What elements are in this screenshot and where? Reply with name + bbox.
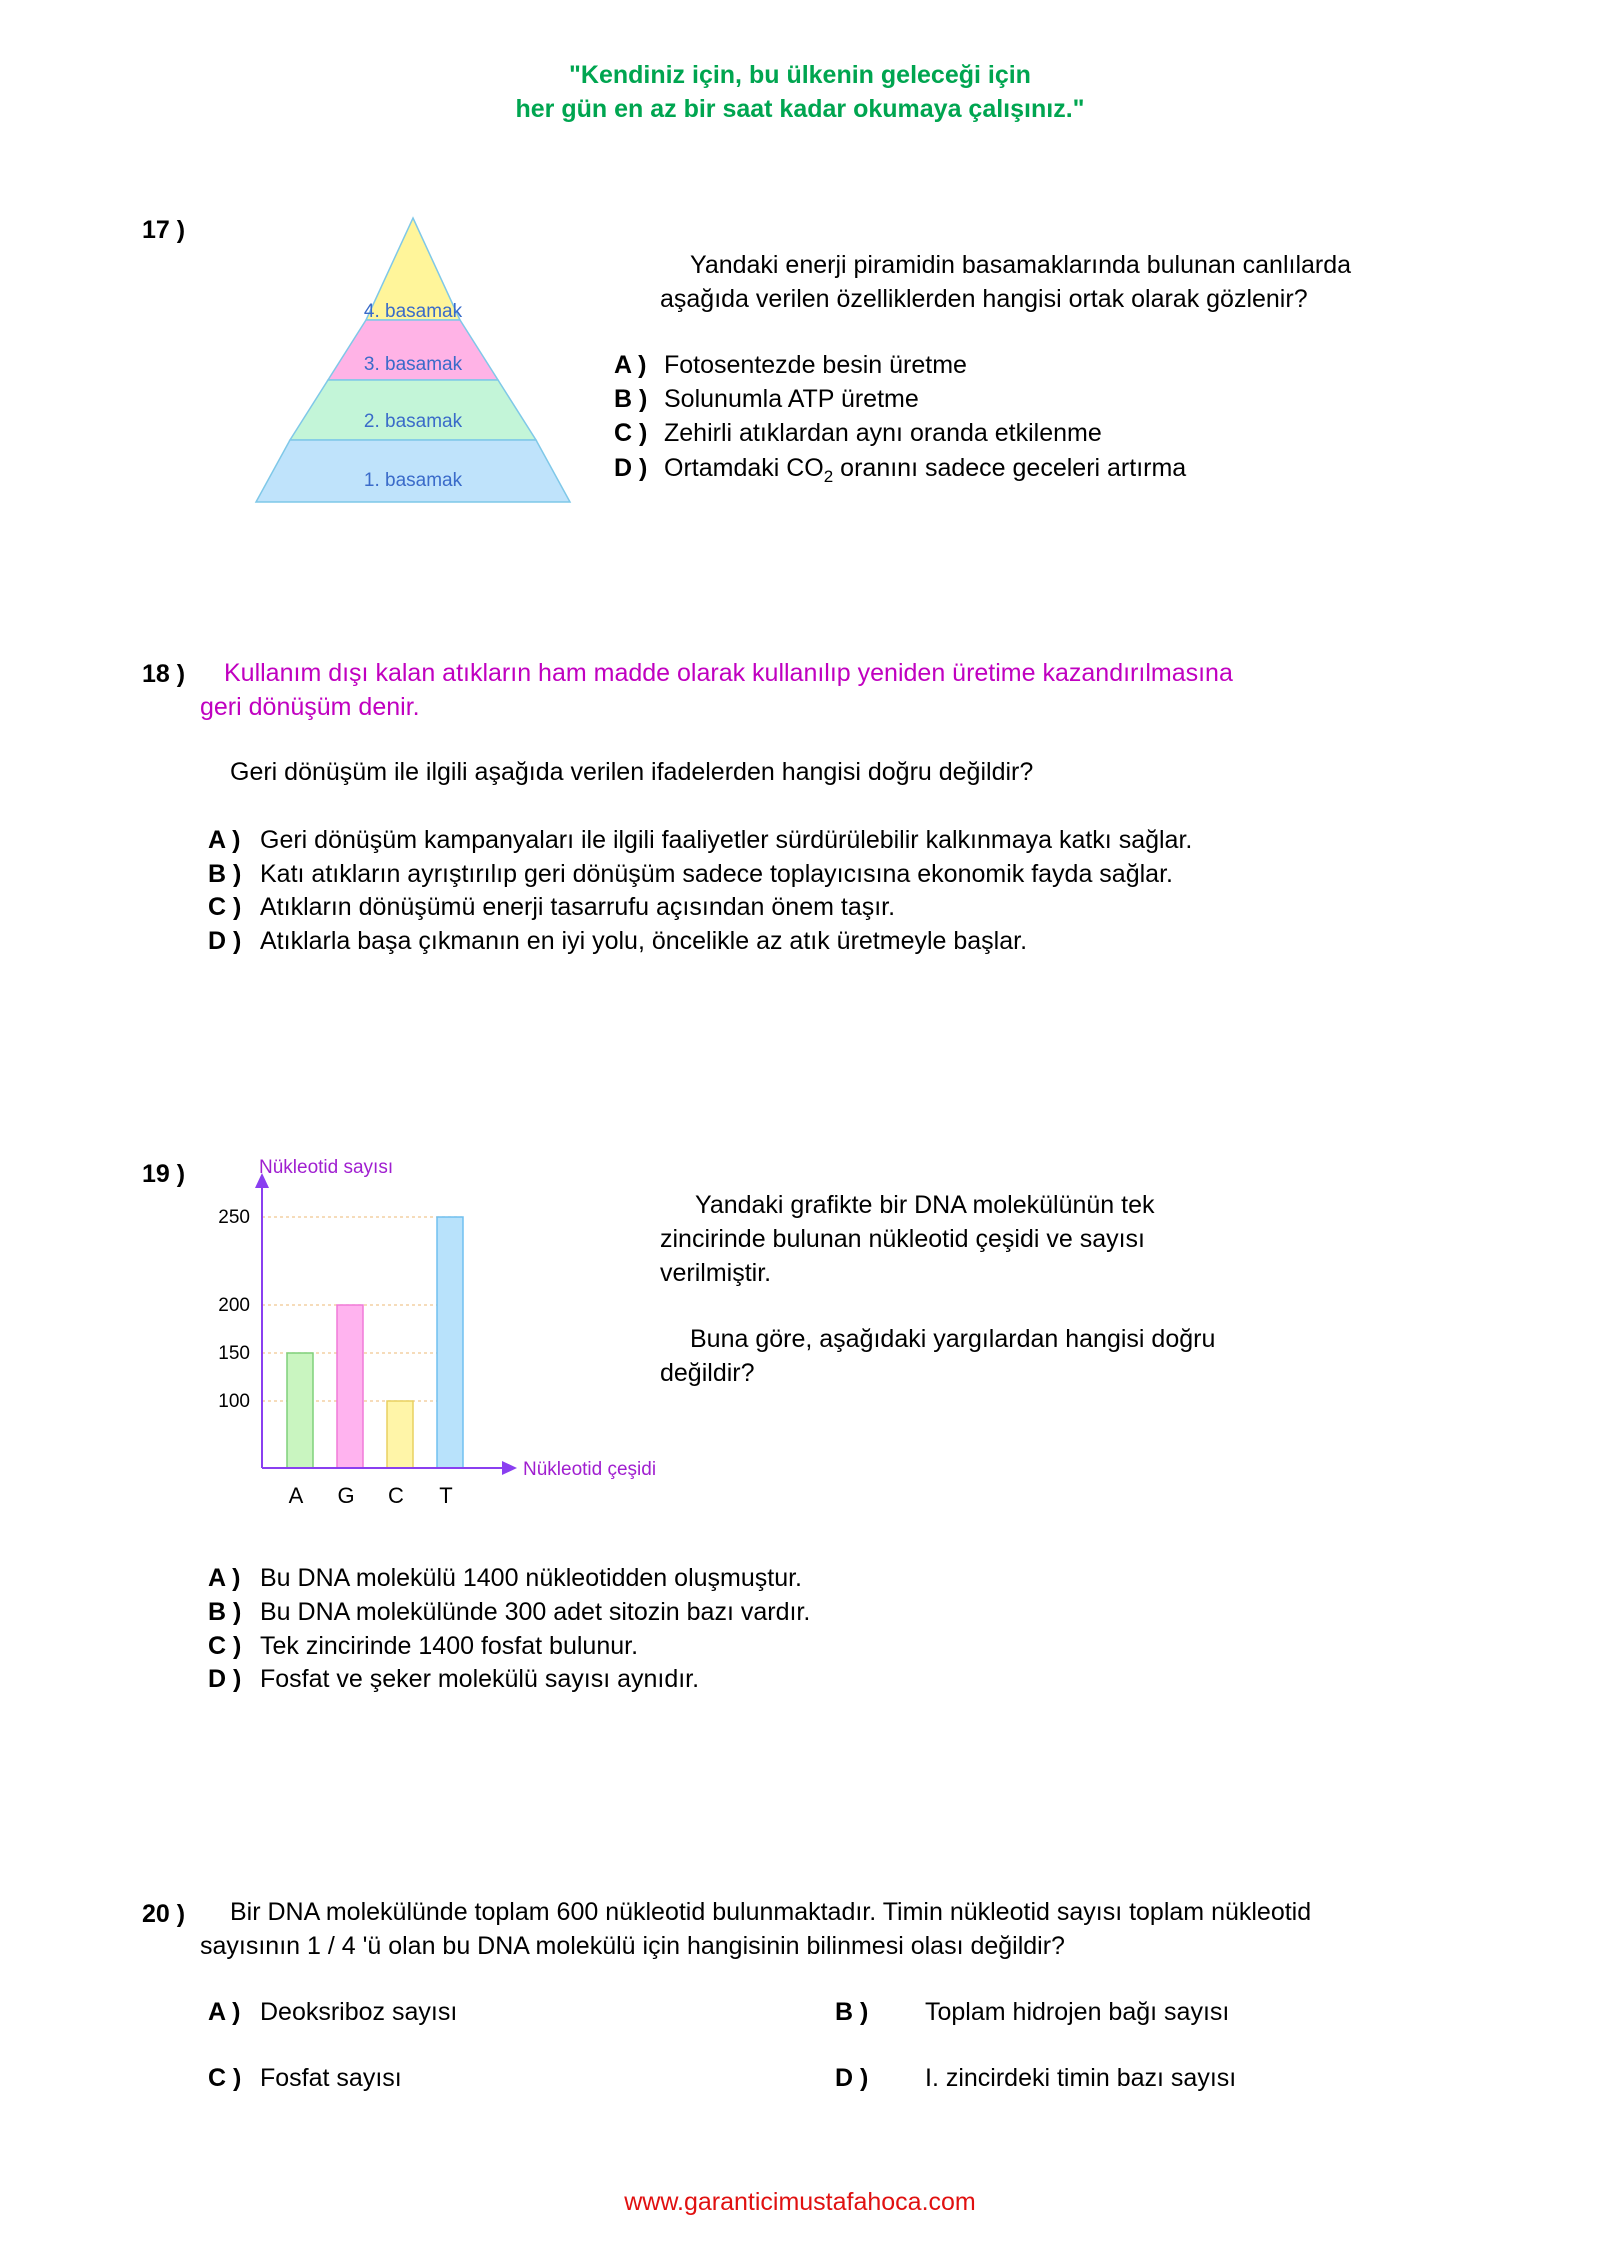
x-tick-label-C: C (388, 1483, 404, 1508)
option-letter: A ) (208, 826, 241, 854)
q19-stem-line-3: verilmiştir. (660, 1259, 772, 1287)
q18-intro-line-2: geri dönüşüm denir. (200, 693, 420, 721)
q18-option-c[interactable] (208, 890, 895, 924)
q19-option-c[interactable] (208, 1629, 638, 1663)
q17-stem-line-2: aşağıda verilen özelliklerden hangisi ortak olarak gözlenir? (660, 285, 1308, 313)
option-text: Bu DNA molekülünde 300 adet sitozin bazı vardır. (260, 1598, 811, 1626)
x-tick-label-T: T (439, 1483, 453, 1508)
option-text: Fosfat ve şeker molekülü sayısı aynıdır. (260, 1665, 700, 1693)
energy-pyramid (250, 210, 580, 510)
x-axis-arrow (502, 1461, 517, 1475)
q19-stem-line-2: zincirinde bulunan nükleotid çeşidi ve sayısı (660, 1225, 1145, 1253)
option-letter: C ) (208, 2064, 242, 2092)
q17-stem-line-1: Yandaki enerji piramidin basamaklarında bulunan canlılarda (690, 251, 1352, 279)
x-axis-label: Nükleotid çeşidi (523, 1459, 657, 1480)
pyramid-label-1: 1. basamak (363, 470, 463, 491)
q19-stem-line-4: Buna göre, aşağıdaki yargılardan hangisi doğru (690, 1325, 1216, 1353)
option-letter: B ) (208, 860, 242, 888)
q19-stem-line-1: Yandaki grafikte bir DNA molekülünün tek (695, 1191, 1155, 1219)
y-tick-label-100: 100 (218, 1391, 250, 1412)
x-tick-labels (289, 1483, 453, 1508)
pyramid-label-2: 2. basamak (363, 411, 463, 432)
option-text: Bu DNA molekülü 1400 nükleotidden oluşmuştur. (260, 1564, 802, 1592)
option-text: Atıklarla başa çıkmanın en iyi yolu, öncelikle az atık üretmeyle başlar. (260, 927, 1028, 955)
y-axis-label: Nükleotid sayısı (259, 1157, 394, 1178)
y-tick-labels (218, 1207, 250, 1412)
bar-C (387, 1401, 413, 1468)
pyramid-label-4: 4. basamak (363, 301, 463, 322)
option-text: Tek zincirinde 1400 fosfat bulunur. (260, 1632, 639, 1660)
option-letter: D ) (835, 2064, 869, 2092)
chart-bars (287, 1217, 463, 1468)
option-letter: A ) (614, 351, 647, 379)
option-letter: B ) (835, 1998, 869, 2026)
q17-option-b[interactable] (614, 382, 919, 416)
option-text: I. zincirdeki timin bazı sayısı (925, 2064, 1237, 2092)
nucleotide-bar-chart (200, 1155, 700, 1525)
option-text: Zehirli atıklardan aynı oranda etkilenme (664, 419, 1102, 447)
x-tick-label-A: A (288, 1483, 304, 1508)
option-letter: A ) (208, 1998, 241, 2026)
option-text: Solunumla ATP üretme (664, 385, 919, 413)
y-tick-label-200: 200 (218, 1295, 250, 1316)
q19-option-a[interactable] (208, 1561, 802, 1595)
option-text: Toplam hidrojen bağı sayısı (925, 1998, 1230, 2026)
option-text-post: oranını sadece geceleri artırma (833, 454, 1187, 482)
q18-option-d[interactable] (208, 924, 1027, 958)
motto-line-2: her gün en az bir saat kadar okumaya çalışınız." (515, 95, 1085, 123)
y-tick-label-150: 150 (218, 1343, 250, 1364)
q19-option-d[interactable] (208, 1662, 699, 1696)
pyramid-label-3: 3. basamak (363, 354, 463, 375)
option-letter: D ) (208, 1665, 242, 1693)
q18-intro-line-1: Kullanım dışı kalan atıkların ham madde olarak kullanılıp yeniden üretime kazandırılmasına (224, 659, 1233, 687)
question-20-number: 20 ) (142, 1900, 186, 1928)
q19-stem-line-5: değildir? (660, 1359, 755, 1387)
q18-option-b[interactable] (208, 857, 1173, 891)
option-text: Fosfat sayısı (260, 2064, 402, 2092)
q17-option-d[interactable] (614, 451, 1186, 494)
option-letter: B ) (614, 385, 648, 413)
motto-line-1: "Kendiniz için, bu ülkenin geleceği için (569, 61, 1031, 89)
option-text: Deoksriboz sayısı (260, 1998, 458, 2026)
option-letter: D ) (614, 454, 648, 482)
option-text: Fotosentezde besin üretme (664, 351, 967, 379)
option-letter: D ) (208, 927, 242, 955)
x-tick-label-G: G (337, 1483, 355, 1508)
option-letter: C ) (208, 1632, 242, 1660)
option-text-subscript: 2 (823, 467, 834, 486)
q17-option-a[interactable] (614, 348, 967, 382)
q19-option-b[interactable] (208, 1595, 810, 1629)
option-letter: A ) (208, 1564, 241, 1592)
option-text: Katı atıkların ayrıştırılıp geri dönüşüm sadece toplayıcısına ekonomik fayda sağlar. (260, 860, 1173, 888)
option-text: Atıkların dönüşümü enerji tasarrufu açısından önem taşır. (260, 893, 896, 921)
question-17-number: 17 ) (142, 216, 186, 244)
footer-url-link[interactable]: www.garanticimustafahoca.com (624, 2188, 976, 2216)
option-text-pre: Ortamdaki CO (664, 454, 824, 482)
bar-A (287, 1353, 313, 1468)
q20-option-b[interactable] (835, 1995, 1229, 2029)
bar-G (337, 1305, 363, 1468)
question-19-number: 19 ) (142, 1160, 186, 1188)
q17-option-c[interactable] (614, 416, 1102, 450)
q18-option-a[interactable] (208, 823, 1192, 857)
q20-option-c[interactable] (208, 2061, 402, 2095)
question-18-number: 18 ) (142, 660, 186, 688)
q20-option-d[interactable] (835, 2061, 1236, 2095)
option-text: Geri dönüşüm kampanyaları ile ilgili faaliyetler sürdürülebilir kalkınmaya katkı sağlar. (260, 826, 1193, 854)
q20-stem-line-1: Bir DNA molekülünde toplam 600 nükleotid bulunmaktadır. Timin nükleotid sayısı toplam nükleotid (230, 1898, 1312, 1926)
option-letter: C ) (614, 419, 648, 447)
q18-stem: Geri dönüşüm ile ilgili aşağıda verilen ifadelerden hangisi doğru değildir? (230, 758, 1034, 786)
y-tick-label-250: 250 (218, 1207, 250, 1228)
bar-T (437, 1217, 463, 1468)
q20-option-a[interactable] (208, 1995, 457, 2029)
q20-stem-line-2: sayısının 1 / 4 'ü olan bu DNA molekülü için hangisinin bilinmesi olası değildir? (200, 1932, 1065, 1960)
option-letter: C ) (208, 893, 242, 921)
option-letter: B ) (208, 1598, 242, 1626)
